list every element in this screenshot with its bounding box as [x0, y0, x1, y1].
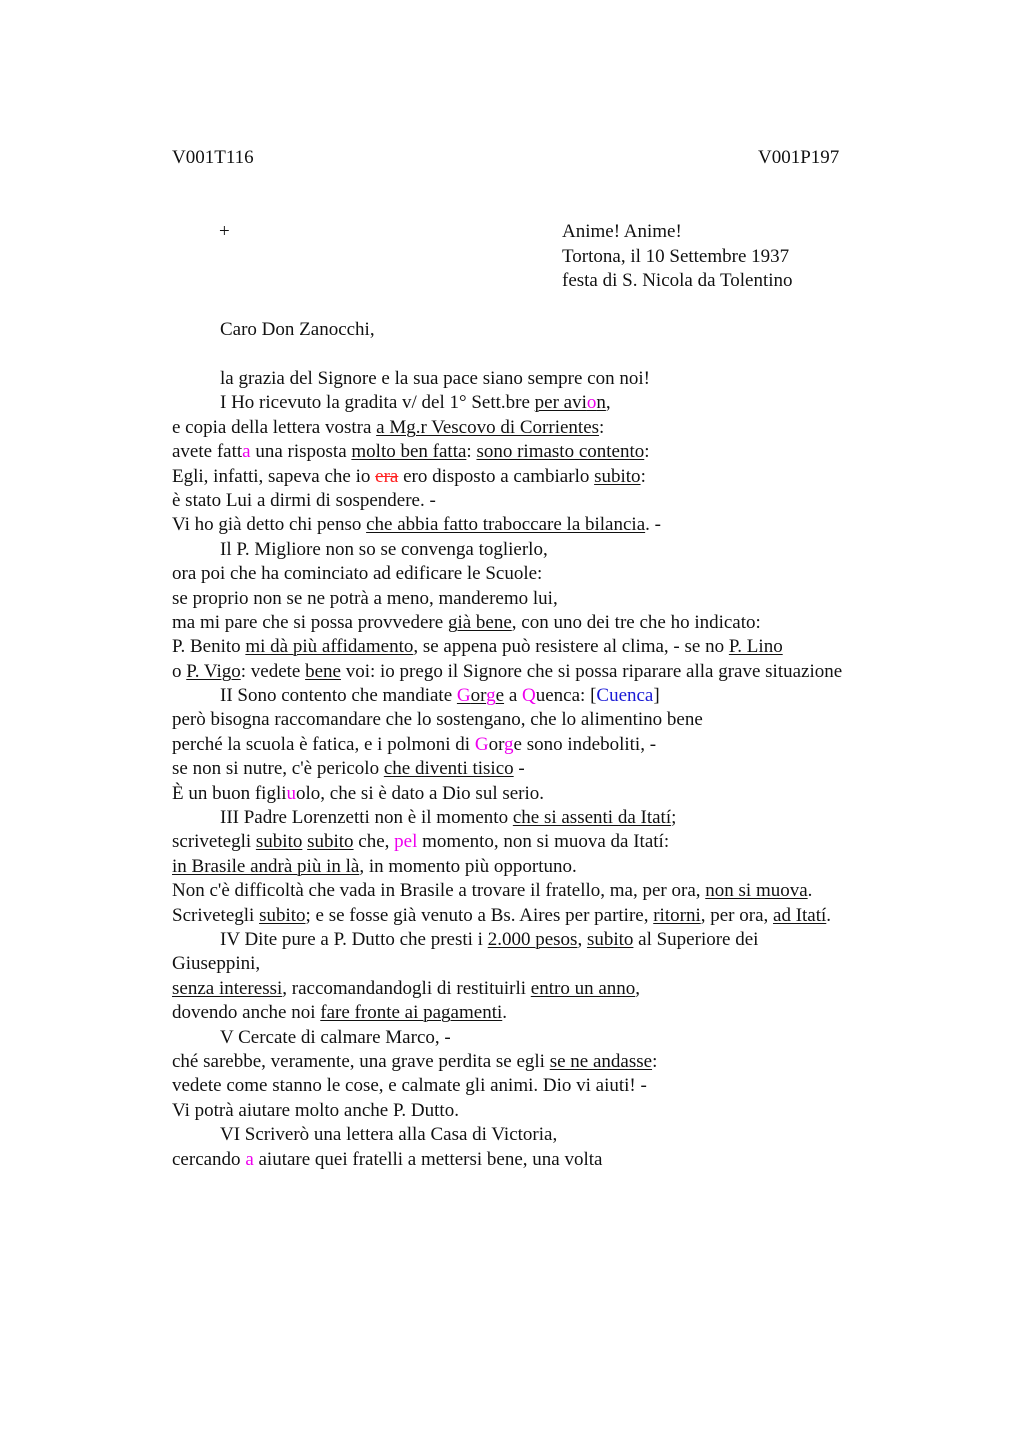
- correction-text: Cuenca: [596, 685, 654, 707]
- date-line: Tortona, il 10 Settembre 1937: [562, 245, 790, 267]
- body-line: o P. Vigo: vedete bene voi: io prego il Signore che si possa riparare alla grave situazione: [172, 660, 843, 682]
- body-line: ora poi che ha cominciato ad edificare le Scuole:: [172, 563, 543, 585]
- body-line: e copia della lettera vostra a Mg.r Vescovo di Corrientes:: [172, 416, 605, 438]
- body-line: Il P. Migliore non so se convenga toglierlo,: [220, 538, 548, 560]
- body-line: Vi ho già detto chi penso che abbia fatto traboccare la bilancia. -: [172, 514, 661, 536]
- body-line: ché sarebbe, veramente, una grave perdita se egli se ne andasse:: [172, 1050, 658, 1072]
- body-line: vedete come stanno le cose, e calmate gli animi. Dio vi aiuti! -: [172, 1075, 647, 1097]
- body-line: È un buon figliuolo, che si è dato a Dio sul serio.: [172, 782, 545, 804]
- body-line: Non c'è difficoltà che vada in Brasile a trovare il fratello, ma, per ora, non si muova.: [172, 880, 813, 902]
- inserted-text: g: [486, 685, 496, 707]
- body-line: cercando a aiutare quei fratelli a mettersi bene, una volta: [172, 1148, 603, 1170]
- inserted-text: g: [504, 733, 514, 755]
- body-line: scrivetegli subito subito che, pel momento, non si muova da Itatí:: [172, 831, 670, 853]
- body-line: perché la scuola è fatica, e i polmoni di Gorge sono indeboliti, -: [172, 733, 657, 755]
- inserted-text: u: [286, 782, 297, 804]
- body-line: P. Benito mi dà più affidamento, se appena può resistere al clima, - se no P. Lino: [172, 636, 783, 658]
- body-line: Giuseppini,: [172, 953, 261, 975]
- body-line: se proprio non se ne potrà a meno, manderemo lui,: [172, 587, 558, 609]
- body-line: ma mi pare che si possa provvedere già bene, con uno dei tre che ho indicato:: [172, 611, 761, 633]
- inserted-text: G: [456, 685, 471, 707]
- body-line: Egli, infatti, sapeva che io era ero disposto a cambiarlo subito:: [172, 465, 646, 487]
- motto: Anime! Anime!: [562, 221, 682, 242]
- body-line: è stato Lui a dirmi di sospendere. -: [172, 489, 436, 511]
- place-date-block: [562, 220, 793, 294]
- document-code-left: V001T116: [172, 147, 254, 168]
- body-line: VI Scriverò una lettera alla Casa di Victoria,: [220, 1124, 558, 1146]
- body-line: dovendo anche noi fare fronte ai pagamenti.: [172, 1002, 507, 1024]
- cross-mark: +: [219, 221, 230, 242]
- body-line: IV Dite pure a P. Dutto che presti i 2.000 pesos, subito al Superiore dei: [220, 928, 759, 950]
- salutation: Caro Don Zanocchi,: [220, 319, 375, 340]
- body-line: senza interessi, raccomandandogli di restituirli entro un anno,: [172, 977, 641, 999]
- inserted-text: G: [474, 733, 489, 755]
- body-line: però bisogna raccomandare che lo sostengano, che lo alimentino bene: [172, 709, 703, 731]
- body-line: I Ho ricevuto la gradita v/ del 1° Sett.bre per avion,: [220, 392, 611, 414]
- inserted-text: a: [242, 441, 251, 463]
- body-line: Vi potrà aiutare molto anche P. Dutto.: [172, 1099, 459, 1121]
- deleted-text: era: [375, 465, 399, 487]
- feast-line: festa di S. Nicola da Tolentino: [562, 270, 793, 291]
- inserted-text: o: [586, 392, 597, 414]
- body-line: Scrivetegli subito; e se fosse già venuto a Bs. Aires per partire, ritorni, per ora, ad Itatí.: [172, 904, 832, 926]
- document-code-right: V001P197: [758, 147, 840, 168]
- inserted-text: a: [245, 1148, 254, 1170]
- body-line: V Cercate di calmare Marco, -: [220, 1026, 451, 1048]
- body-line: la grazia del Signore e la sua pace siano sempre con noi!: [220, 368, 650, 389]
- body-line: III Padre Lorenzetti non è il momento che si assenti da Itatí;: [220, 807, 677, 829]
- letter-body: [172, 367, 912, 1172]
- body-line: II Sono contento che mandiate Gorge a Quenca: [Cuenca]: [220, 685, 660, 707]
- body-line: se non si nutre, c'è pericolo che diventi tisico -: [172, 758, 525, 780]
- body-line: avete fatta una risposta molto ben fatta: sono rimasto contento:: [172, 441, 650, 463]
- body-line: in Brasile andrà più in là, in momento più opportuno.: [172, 855, 577, 877]
- inserted-text: pel: [394, 831, 418, 853]
- inserted-text: Q: [522, 685, 536, 707]
